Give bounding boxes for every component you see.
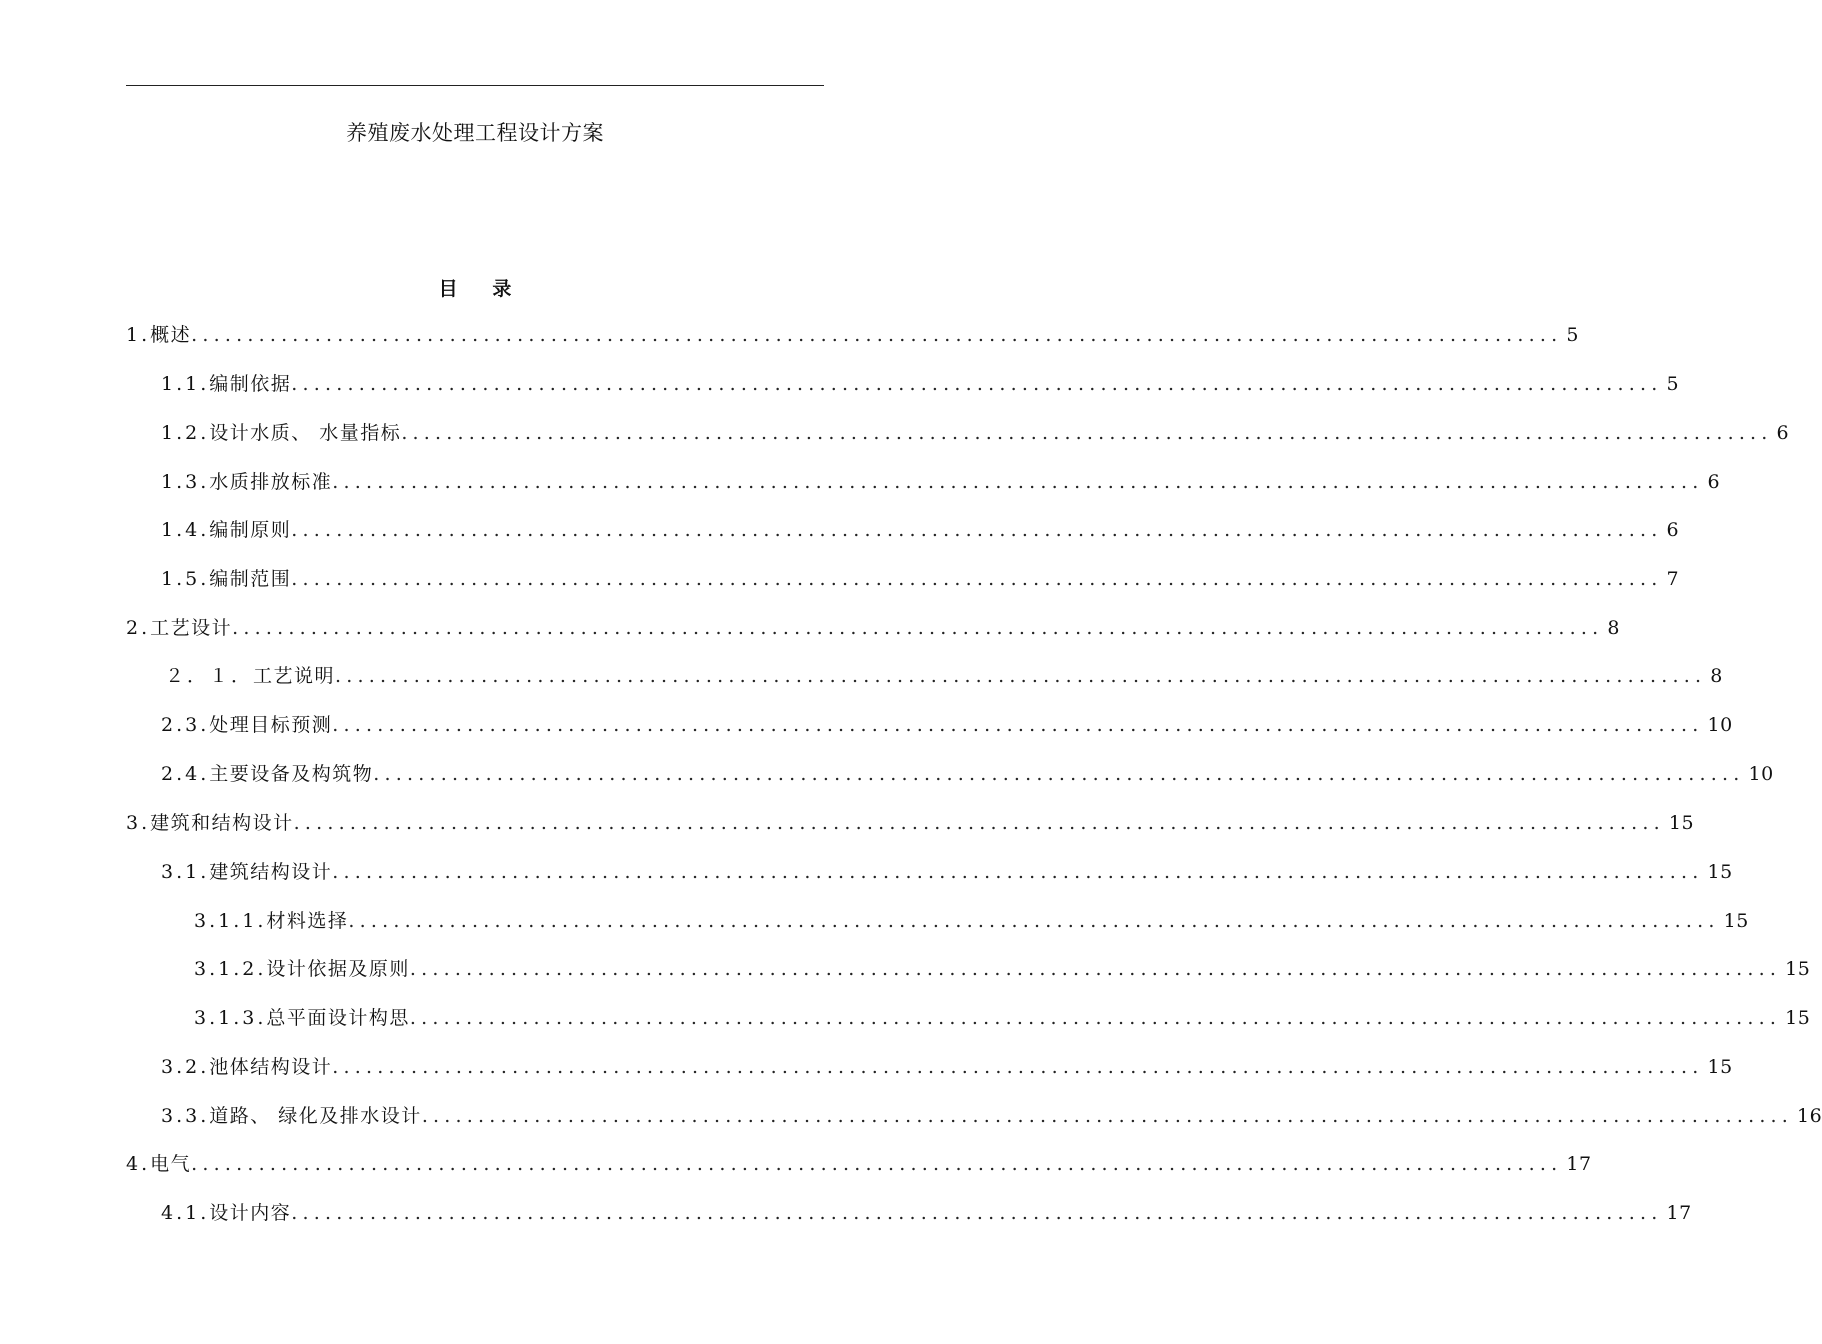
toc-entry-page: 15	[1668, 812, 1695, 834]
toc-entry[interactable]	[161, 369, 1680, 397]
header-rule	[126, 85, 824, 86]
document-title: 养殖废水处理工程设计方案	[346, 121, 604, 145]
toc-leader-dots: ..........................................................................................................................	[291, 519, 1663, 541]
toc-entry-number: 1.2.	[161, 422, 210, 444]
toc-entry-number: 1.1.	[161, 373, 210, 395]
toc-entry-page: 15	[1707, 861, 1733, 883]
toc-entry-number: 3.2.	[161, 1056, 210, 1078]
toc-entry-number: ２．１．	[165, 665, 254, 687]
toc-leader-dots: ..........................................................................................................................	[409, 958, 1782, 980]
toc-entry-title: 总平面设计构思	[266, 1007, 410, 1029]
toc-entry-page: 7	[1666, 568, 1680, 590]
toc-entry-page: 6	[1776, 422, 1790, 444]
toc-leader-dots: ..........................................................................................................................	[291, 1202, 1663, 1224]
toc-entry[interactable]	[161, 1101, 1822, 1129]
toc-entry-number: 2.4.	[161, 763, 210, 785]
toc-entry-title: 建筑结构设计	[209, 861, 333, 883]
toc-entry-page: 17	[1666, 1202, 1692, 1224]
toc-entry-page: 10	[1707, 714, 1733, 736]
toc-entry[interactable]	[126, 808, 1695, 836]
toc-entry[interactable]	[165, 661, 1723, 689]
toc-entry[interactable]	[161, 467, 1721, 495]
toc-entry[interactable]	[161, 564, 1680, 592]
toc-entry-number: 1.5.	[161, 568, 210, 590]
toc-entry-title: 编制原则	[209, 519, 292, 541]
toc-entry-number: 1.4.	[161, 519, 210, 541]
toc-leader-dots: ..........................................................................................................................	[373, 763, 1745, 785]
toc-leader-dots: ..........................................................................................................................	[332, 1056, 1704, 1078]
toc-leader-dots: ..........................................................................................................................	[291, 373, 1663, 395]
toc-entry-page: 6	[1666, 519, 1680, 541]
toc-entry-title: 主要设备及构筑物	[209, 763, 374, 785]
toc-leader-dots: ..........................................................................................................................	[291, 568, 1663, 590]
toc-entry-page: 5	[1566, 324, 1579, 346]
toc-entry-page: 15	[1723, 910, 1749, 932]
toc-entry-page: 15	[1785, 1007, 1811, 1029]
toc-leader-dots: ..........................................................................................................................	[232, 617, 1604, 639]
toc-entry-title: 建筑和结构设计	[150, 812, 294, 834]
toc-entry[interactable]	[161, 418, 1790, 446]
toc-entry-number: 3.1.	[161, 861, 210, 883]
toc-entry[interactable]	[161, 759, 1774, 787]
toc-heading	[0, 274, 950, 301]
toc-heading-right: 录	[492, 278, 512, 300]
toc-entry-number: 1.3.	[161, 471, 210, 493]
toc-entry-title: 材料选择	[266, 910, 349, 932]
toc-entry-number: 3.	[126, 812, 151, 834]
toc-leader-dots: ..........................................................................................................................	[421, 1105, 1794, 1127]
toc-leader-dots: ..........................................................................................................................	[332, 861, 1704, 883]
toc-leader-dots: ..........................................................................................................................	[191, 1153, 1563, 1175]
toc-entry-page: 17	[1566, 1153, 1592, 1175]
toc-entry-title: 设计水质、 水量指标	[209, 422, 402, 444]
toc-entry-number: 4.	[126, 1153, 151, 1175]
toc-entry-title: 电气	[150, 1153, 192, 1175]
toc-entry-page: 10	[1748, 763, 1774, 785]
toc-entry-title: 处理目标预测	[209, 714, 333, 736]
toc-entry-title: 工艺设计	[150, 617, 233, 639]
toc-entry-title: 池体结构设计	[209, 1056, 333, 1078]
toc-leader-dots: ..........................................................................................................................	[332, 714, 1704, 736]
toc-entry-title: 工艺说明	[253, 665, 336, 687]
toc-entry-number: 1.	[126, 324, 151, 346]
toc-leader-dots: ..........................................................................................................................	[348, 910, 1720, 932]
toc-entry[interactable]	[126, 1149, 1592, 1177]
toc-leader-dots: ..........................................................................................................................	[293, 812, 1665, 834]
toc-entry[interactable]	[161, 710, 1733, 738]
toc-entry-number: 3.1.3.	[194, 1007, 267, 1029]
toc-entry[interactable]	[194, 1003, 1811, 1031]
toc-entry-page: 5	[1666, 373, 1680, 395]
toc-leader-dots: ..........................................................................................................................	[332, 471, 1704, 493]
toc-entry[interactable]	[161, 1052, 1733, 1080]
toc-entry[interactable]	[126, 613, 1620, 641]
toc-entry-page: 15	[1707, 1056, 1733, 1078]
toc-entry-number: 3.1.1.	[194, 910, 267, 932]
toc-entry-page: 15	[1785, 958, 1811, 980]
toc-entry-page: 16	[1797, 1105, 1822, 1127]
toc-entry-title: 道路、 绿化及排水设计	[209, 1105, 422, 1127]
toc-leader-dots: ..........................................................................................................................	[409, 1007, 1782, 1029]
toc-entry-title: 编制范围	[209, 568, 292, 590]
toc-leader-dots: ..........................................................................................................................	[335, 665, 1707, 687]
toc-entry-number: 3.3.	[161, 1105, 210, 1127]
toc-entry[interactable]	[161, 1198, 1692, 1226]
toc-entry-title: 设计内容	[209, 1202, 292, 1224]
toc-entry-title: 编制依据	[209, 373, 292, 395]
toc-entry[interactable]	[161, 515, 1680, 543]
toc-entry-number: 2.	[126, 617, 151, 639]
toc-leader-dots: ..........................................................................................................................	[401, 422, 1773, 444]
toc-entry-page: 8	[1607, 617, 1620, 639]
toc-entry[interactable]	[194, 954, 1811, 982]
toc-entry[interactable]	[126, 320, 1579, 348]
toc-heading-left: 目	[438, 278, 458, 300]
toc-entry[interactable]	[161, 857, 1733, 885]
toc-entry-title: 设计依据及原则	[266, 958, 410, 980]
toc-entry-title: 概述	[150, 324, 192, 346]
toc-entry-number: 2.3.	[161, 714, 210, 736]
toc-entry-title: 水质排放标准	[209, 471, 333, 493]
toc-entry-page: 6	[1707, 471, 1721, 493]
toc-entry-page: 8	[1710, 665, 1723, 687]
toc-leader-dots: ..........................................................................................................................	[191, 324, 1563, 346]
toc-entry[interactable]	[194, 906, 1749, 934]
toc-entry-number: 4.1.	[161, 1202, 210, 1224]
toc-entry-number: 3.1.2.	[194, 958, 267, 980]
